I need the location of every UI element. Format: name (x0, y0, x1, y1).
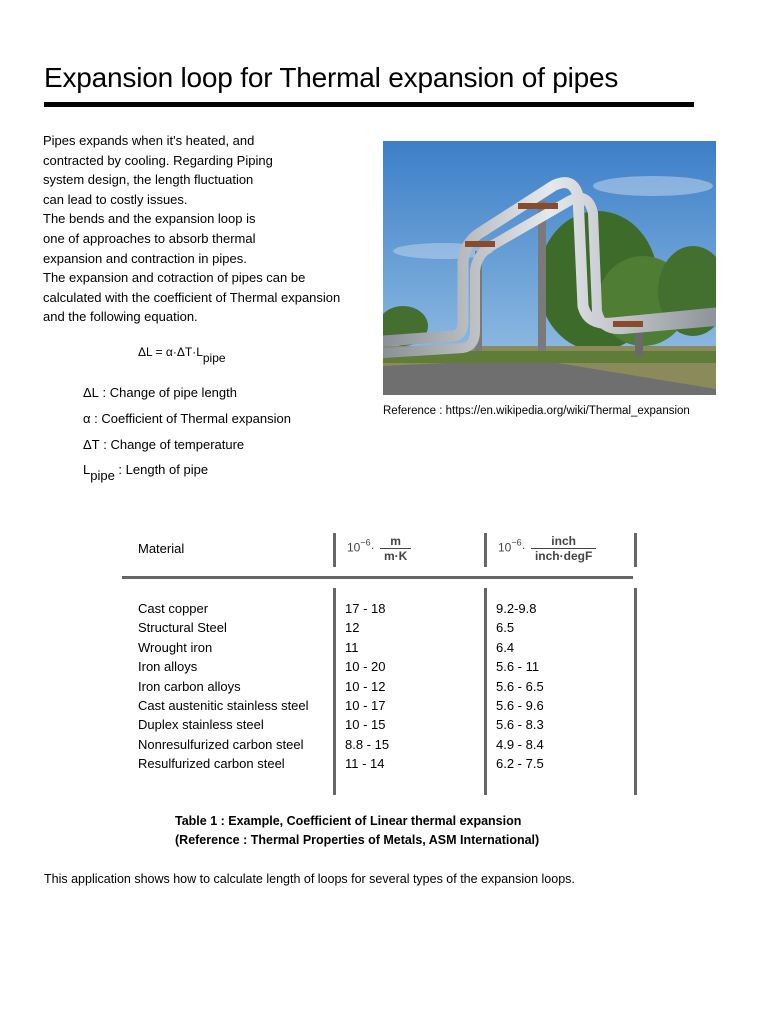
si-value-cell: 17 - 18 (345, 601, 386, 616)
material-column (138, 599, 309, 774)
column-divider (333, 533, 336, 567)
material-cell: Structural Steel (138, 620, 227, 636)
imperial-value-cell: 6.2 - 7.5 (496, 756, 544, 772)
material-cell: Duplex stainless steel (138, 717, 264, 733)
si-value-cell: 10 - 20 (345, 659, 386, 675)
material-cell: Nonresulfurized carbon steel (138, 736, 304, 752)
footer-text: This application shows how to calculate length of loops for several types of the expansion loops. (44, 872, 575, 886)
material-cell: Iron carbon alloys (138, 678, 241, 694)
imperial-value-cell: 6.5 (496, 620, 515, 636)
intro-line: expansion and contraction in pipes. (43, 250, 247, 266)
imperial-value-cell: 5.6 - 9.6 (496, 698, 544, 714)
imperial-value-cell: 5.6 - 6.5 (496, 678, 544, 694)
header-unit-si: $10^{-6}\cdot$ $\frac{m}{m\cdot K}$ (347, 534, 411, 563)
column-divider (484, 588, 487, 795)
definition-item: $L_{pipe}$ : Length of pipe (83, 462, 209, 484)
imperial-value-cell: 5.6 - 11 (496, 659, 540, 675)
imperial-value-cell: 9.2-9.8 (496, 601, 537, 616)
imperial-value-cell: 6.4 (496, 639, 515, 655)
definition-symbol: ΔT (83, 436, 100, 452)
pipe-loop-photo (383, 141, 716, 395)
definition-symbol: α (83, 410, 91, 426)
definition-symbol: L (83, 462, 91, 478)
intro-line: The expansion and cotraction of pipes can be (43, 270, 306, 286)
imperial-value-cell: 4.9 - 8.4 (496, 736, 544, 752)
si-value-cell: 10 - 12 (345, 678, 386, 694)
intro-paragraph (43, 131, 383, 327)
material-cell: Iron alloys (138, 659, 198, 675)
material-cell: Wrought iron (138, 639, 213, 655)
intro-line: system design, the length fluctuation (43, 172, 254, 188)
caption-line: Table 1 : Example, Coefficient of Linear thermal expansion (175, 814, 522, 828)
intro-line: calculated with the coefficient of Thermal expansion (43, 289, 341, 305)
header-rule (122, 576, 633, 579)
definition-text: : Change of temperature (99, 436, 245, 452)
expansion-formula (138, 345, 226, 365)
definition-text: : Change of pipe length (98, 385, 237, 400)
si-value-cell: 11 - 14 (345, 756, 385, 772)
definition-item (83, 383, 291, 409)
si-value-cell: 12 (345, 620, 360, 636)
title-underline (44, 102, 694, 107)
definition-item (83, 409, 291, 435)
column-divider (634, 588, 637, 795)
formula-subscript: pipe (202, 351, 226, 365)
column-divider (333, 588, 336, 795)
definition-symbol: ΔL (83, 385, 99, 400)
definition-item (83, 435, 291, 461)
imperial-value-column (496, 599, 544, 774)
material-cell: Cast copper (138, 601, 209, 616)
definitions-list (83, 383, 291, 486)
si-value-column (345, 599, 389, 774)
material-cell: Cast austenitic stainless steel (138, 698, 309, 714)
intro-line: one of approaches to absorb thermal (43, 230, 256, 246)
intro-line: and the following equation. (43, 309, 198, 325)
si-value-cell: 8.8 - 15 (345, 736, 390, 752)
table-caption (175, 812, 539, 850)
definition-text: : Coefficient of Thermal expansion (90, 410, 291, 426)
pipe-loop-illustration (383, 141, 716, 395)
intro-line: Pipes expands when it's heated, and (43, 133, 255, 148)
si-value-cell: 11 (345, 639, 359, 655)
page-title: Expansion loop for Thermal expansion of pipes (44, 62, 619, 93)
column-divider (634, 533, 637, 567)
si-value-cell: 10 - 17 (345, 698, 386, 714)
intro-line: contracted by cooling. Regarding Piping (43, 152, 273, 168)
formula-main: ΔL = α·ΔT·L (138, 345, 203, 359)
photo-reference: Reference : https://en.wikipedia.org/wiki/Thermal_expansion (383, 405, 690, 417)
material-cell: Resulfurized carbon steel (138, 756, 285, 772)
intro-line: can lead to costly issues. (43, 191, 188, 207)
definition-text: : Length of pipe (114, 462, 209, 478)
intro-line: The bends and the expansion loop is (43, 211, 256, 227)
header-unit-imperial: $10^{-6}\cdot$ $\frac{\text{inch}}{\text{inch·degF}}$ (498, 534, 596, 563)
caption-line: (Reference : Thermal Properties of Metals, ASM International) (175, 833, 540, 847)
header-material: Material (138, 541, 185, 556)
column-divider (484, 533, 487, 567)
imperial-value-cell: 5.6 - 8.3 (496, 717, 544, 733)
si-value-cell: 10 - 15 (345, 717, 386, 733)
